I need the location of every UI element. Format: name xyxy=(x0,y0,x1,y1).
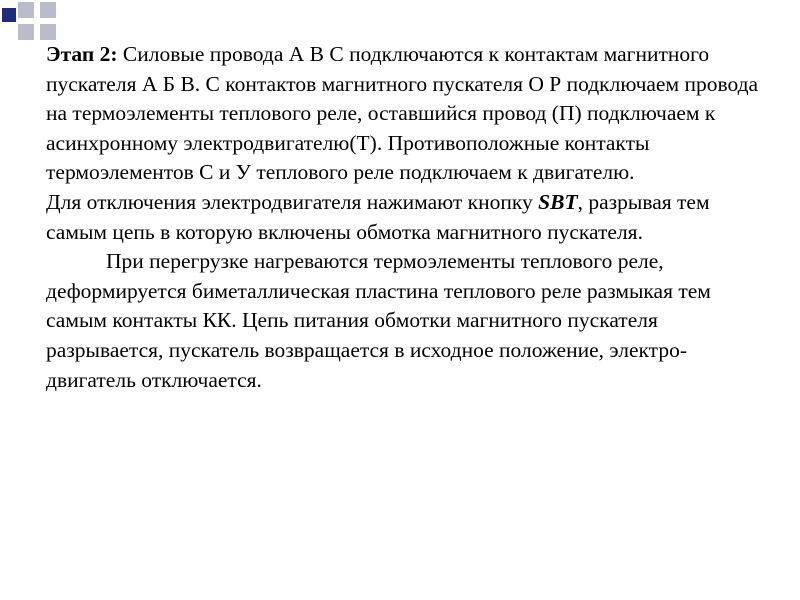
stage-2-description: Силовые провода А В С подключаются к контактам магнитного пускателя А Б В. С контактов магнитного пускателя О Р подключаем провода на термоэлементы теплового реле, оставшийся провод (П) подключаем к асинхронному электродвигателю(Т). Противоположные контакты термоэлементов С и У теплового реле подключаем к двигателю. xyxy=(46,42,759,185)
disconnect-text-before: Для отключения электродвигателя нажимают кнопку xyxy=(46,189,539,214)
slide-body-text xyxy=(46,40,770,395)
stage-label: Этап 2: xyxy=(46,42,118,66)
paragraph-disconnect xyxy=(46,188,770,247)
disconnect-text-after: , разрывая тем самым цепь в которую включены обмотка магнитного пускателя. xyxy=(46,189,710,244)
paragraph-overload: При перегрузке нагреваются термоэлементы теплового реле, деформируется биметаллическая пластина теплового реле размыкая тем самым контакты КК. Цепь питания обмотки магнитного пускателя разрывается, пускатель возвращается в исходное положение, электро- двигатель отключается. xyxy=(46,249,711,392)
sbt-button-name: SBT xyxy=(538,189,578,214)
paragraph-stage-2 xyxy=(46,40,770,188)
